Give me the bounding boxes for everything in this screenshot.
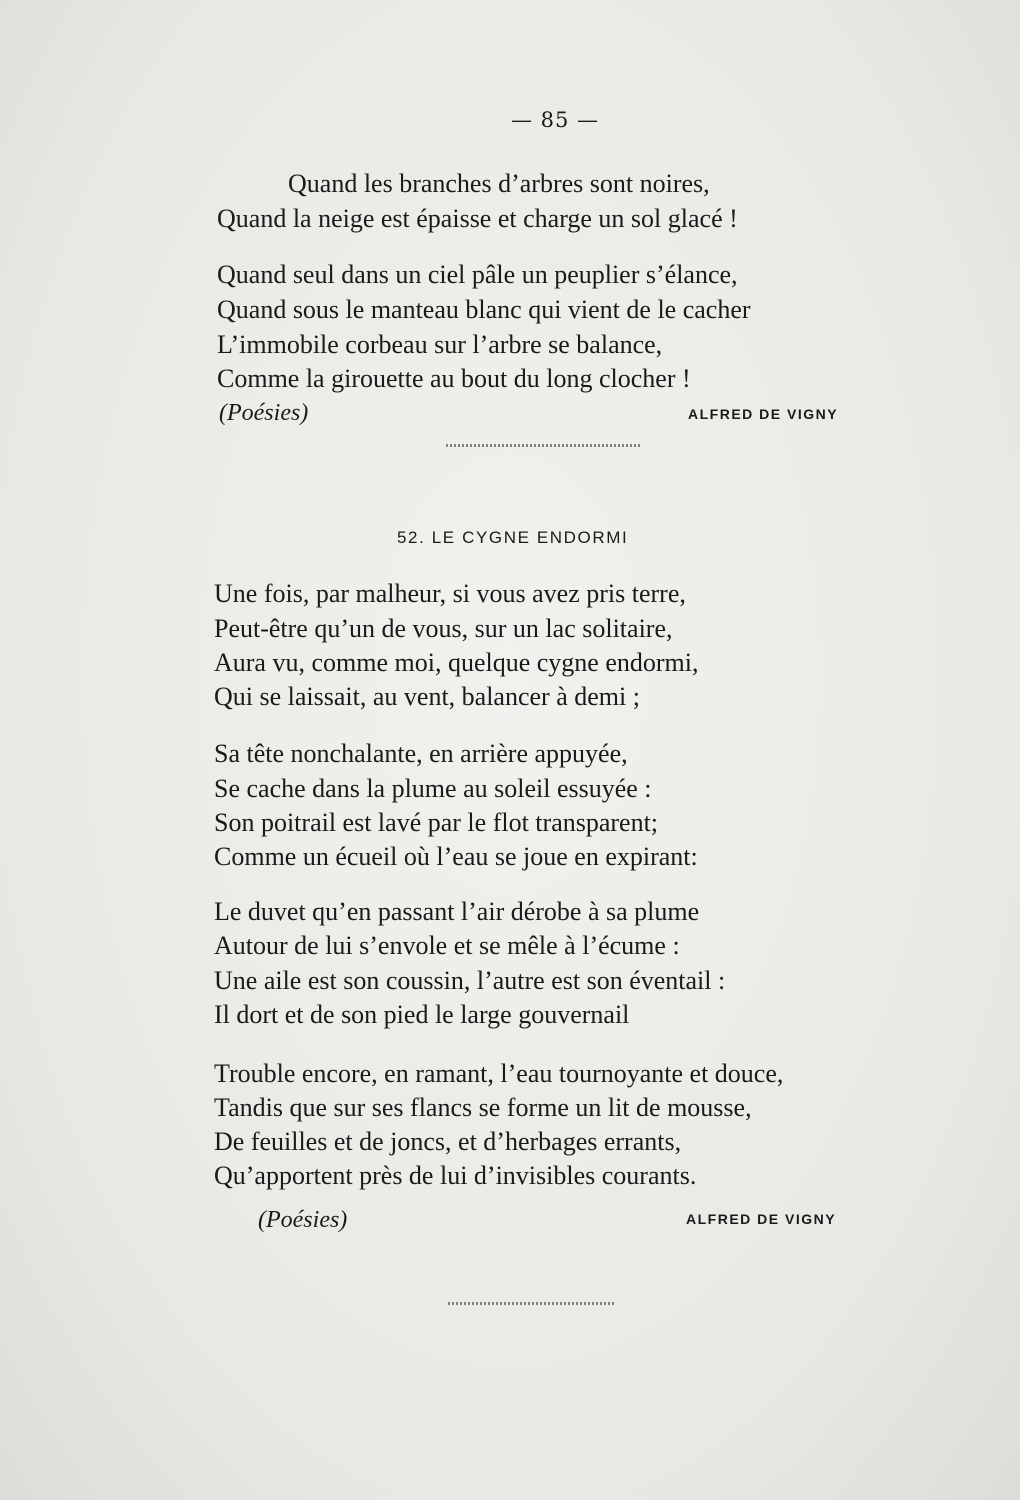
verse-line: Quand seul dans un ciel pâle un peuplier s’élance,	[217, 260, 738, 289]
verse-line: Autour de lui s’envole et se mêle à l’écume :	[214, 931, 680, 960]
verse-line: Qui se laissait, au vent, balancer à demi ;	[214, 682, 640, 711]
verse-line: Aura vu, comme moi, quelque cygne endormi,	[214, 648, 699, 677]
poem-title: 52. LE CYGNE ENDORMI	[397, 528, 629, 547]
verse-line: Tandis que sur ses flancs se forme un lit de mousse,	[214, 1093, 752, 1122]
source-citation: (Poésies)	[258, 1207, 348, 1233]
verse-line: Le duvet qu’en passant l’air dérobe à sa plume	[214, 897, 700, 926]
page-number: — 85 —	[510, 108, 600, 132]
verse-line: Comme un écueil où l’eau se joue en expirant:	[214, 842, 698, 871]
section-divider	[448, 1302, 614, 1305]
verse-line: Quand la neige est épaisse et charge un sol glacé !	[217, 204, 738, 233]
verse-line: Sa tête nonchalante, en arrière appuyée,	[214, 739, 628, 768]
verse-line: Trouble encore, en ramant, l’eau tournoyante et douce,	[214, 1059, 784, 1088]
verse-line: L’immobile corbeau sur l’arbre se balance,	[217, 330, 663, 359]
author-name: ALFRED DE VIGNY	[688, 406, 839, 422]
verse-line: Peut-être qu’un de vous, sur un lac solitaire,	[214, 614, 673, 643]
verse-line: Une fois, par malheur, si vous avez pris terre,	[214, 579, 686, 608]
section-divider	[446, 444, 642, 447]
verse-line: Il dort et de son pied le large gouvernail	[214, 1000, 630, 1029]
verse-line: Se cache dans la plume au soleil essuyée :	[214, 774, 652, 803]
verse-line: Comme la girouette au bout du long clocher !	[217, 364, 691, 393]
source-citation: (Poésies)	[219, 400, 309, 426]
verse-line: Son poitrail est lavé par le flot transparent;	[214, 808, 659, 837]
verse-line: Quand les branches d’arbres sont noires,	[288, 169, 710, 198]
verse-line: Qu’apportent près de lui d’invisibles courants.	[214, 1161, 697, 1190]
verse-line: Quand sous le manteau blanc qui vient de le cacher	[217, 295, 751, 324]
verse-line: Une aile est son coussin, l’autre est son éventail :	[214, 966, 726, 995]
verse-line: De feuilles et de joncs, et d’herbages errants,	[214, 1127, 682, 1156]
author-name: ALFRED DE VIGNY	[686, 1211, 837, 1227]
